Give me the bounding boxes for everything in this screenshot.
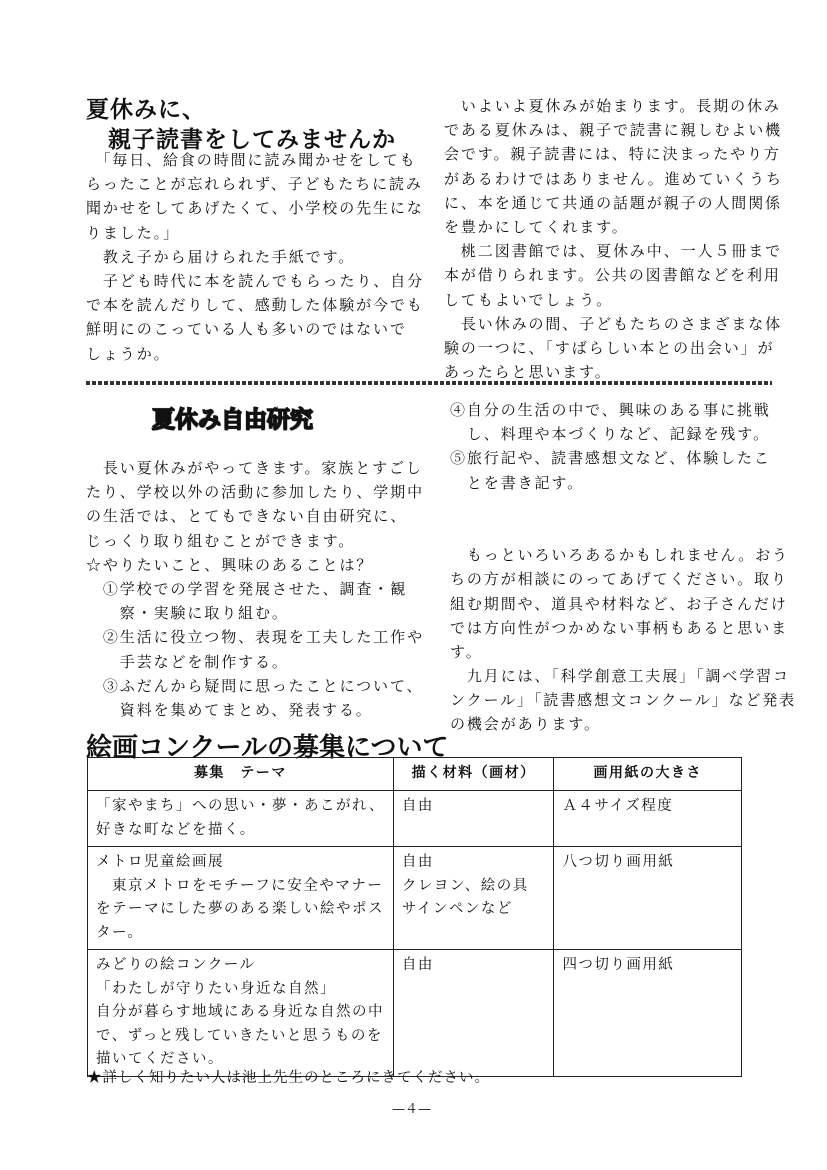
section-divider xyxy=(86,381,772,385)
text-line: りました。」 xyxy=(86,223,180,242)
cell-line: ター。 xyxy=(96,924,144,941)
page-number: —４— xyxy=(392,1102,432,1117)
text-line: ⑤旅行記や、読書感想文など、体験したこ xyxy=(450,449,771,468)
text-line: 察・実験に取り組む。 xyxy=(86,604,289,623)
cell-theme xyxy=(88,950,394,1077)
text-line: を豊かにしてくれます。 xyxy=(444,217,629,236)
cell-theme xyxy=(88,847,394,950)
cell-line: 東京メトロをモチーフに安全やマナー xyxy=(96,877,384,894)
contest-table xyxy=(87,757,742,1077)
cell-line: 好きな町などを描く。 xyxy=(96,821,256,838)
text-line: 組む期間や、道具や材料など、お子さんだけ xyxy=(450,594,788,613)
text-line: 験の一つに、「すばらしい本との出会い」が xyxy=(444,338,775,357)
text-line: いよいよ夏休みが始まります。長期の休み xyxy=(444,97,781,115)
cell-line: 「わたしが守りたい身近な自然」 xyxy=(96,980,336,997)
text-line: 本が借りられます。公共の図書館などを利用 xyxy=(444,266,781,285)
cell-line: をテーマにした夢のある楽しい絵やポス xyxy=(96,901,384,917)
cell-line: クレヨン、絵の具 xyxy=(401,877,529,894)
text-line: ①学校での学習を発展させた、調査・観 xyxy=(86,579,408,598)
table-row xyxy=(88,847,742,950)
text-line: があるわけではありません。進めていくうち xyxy=(444,169,783,188)
text-line: である夏休みは、親子で読書に親しむよい機 xyxy=(444,121,783,140)
section2-left-text xyxy=(86,456,424,722)
section1-title-line1: 夏休みに、 xyxy=(86,97,206,123)
header-size: 画用紙の大きさ xyxy=(554,758,742,791)
text-line: ③ふだんから疑問に思ったことについて、 xyxy=(86,676,424,695)
section3-title: 絵画コンクールの募集について xyxy=(86,733,449,763)
section1-right-text xyxy=(444,94,783,384)
text-line xyxy=(450,495,796,519)
text-line: 教え子から届けられた手紙です。 xyxy=(86,247,356,266)
text-line: 会です。親子読書には、特に決まったやり方 xyxy=(444,145,781,164)
text-line: しょうか。 xyxy=(86,344,171,363)
text-line: 聞かせをしてあげたくて、小学校の先生にな xyxy=(86,199,424,218)
text-line: 手芸などを制作する。 xyxy=(86,652,289,671)
cell-line: 自由 xyxy=(401,854,434,870)
cell-line: で、ずっと残していきたいと思うものを xyxy=(96,1027,383,1044)
section1-left-text xyxy=(86,148,424,366)
text-line: してもよいでしょう。 xyxy=(444,290,614,309)
text-line: 長い休みの間、子どもたちのさまざまな体 xyxy=(444,314,783,333)
text-line: 子ども時代に本を読んでもらったり、自分 xyxy=(86,271,425,290)
text-line: 鮮明にのこっている人も多いのではないで xyxy=(86,320,407,339)
text-line: あったらと思います。 xyxy=(444,363,612,382)
cell-size: 四つ切り画用紙 xyxy=(554,950,742,1077)
cell-size: 八つ切り画用紙 xyxy=(554,847,742,950)
text-line: す。 xyxy=(450,642,483,661)
footnote: ★詳しく知りたい人は池上先生のところにきてください。 xyxy=(87,1070,490,1086)
cell-theme xyxy=(88,791,394,847)
text-line: もっといろいろあるかもしれません。おう xyxy=(450,546,789,565)
text-line: 長い夏休みがやってきます。家族とすごし xyxy=(86,459,423,477)
table-row xyxy=(88,791,742,847)
text-line: らったことが忘れられず、子どもたちに読み xyxy=(86,175,423,194)
text-line: に、本を通じて共通の話題が親子の人間関係 xyxy=(444,193,783,212)
text-line: の機会があります。 xyxy=(450,715,601,734)
cell-line: 自由 xyxy=(401,798,434,814)
cell-line: メトロ児童絵画展 xyxy=(96,854,224,870)
cell-line: サインペンなど xyxy=(401,901,513,917)
text-line: ちの方が相談にのってあげてください。取り xyxy=(450,570,788,589)
cell-material xyxy=(393,791,554,847)
text-line: じっくり取り組むことができます。 xyxy=(86,531,356,550)
text-line: ④自分の生活の中で、興味のある事に挑戦 xyxy=(450,401,771,419)
text-line: し、料理や本づくりなど、記録を残す。 xyxy=(450,425,770,444)
text-line: ☆やりたいこと、興味のあることは？ xyxy=(86,555,374,574)
cell-line: 自分が暮らす地域にある身近な自然の中 xyxy=(96,1004,384,1020)
section2-title: 夏休み自由研究 xyxy=(152,407,313,433)
table-row xyxy=(88,950,742,1077)
cell-line: 描いてください。 xyxy=(96,1051,224,1067)
cell-size: Ａ４サイズ程度 xyxy=(554,791,742,847)
text-line: とを書き記す。 xyxy=(450,473,585,492)
text-line: 桃二図書館では、夏休み中、一人５冊まで xyxy=(444,242,783,261)
text-line: では方向性がつかめない事柄もあると思いま xyxy=(450,618,789,637)
text-line: 資料を集めてまとめ、発表する。 xyxy=(86,700,373,719)
section1-title-line2: 親子読書をしてみませんか xyxy=(108,127,396,153)
cell-line: 「家やまち」への思い・夢・あこがれ、 xyxy=(96,798,385,814)
text-line: ②生活に役立つ物、表現を工夫した工作や xyxy=(86,628,425,647)
text-line: ンクール」「読書感想文コンクール」など発表 xyxy=(450,691,797,710)
header-material: 描く材料（画材） xyxy=(393,758,554,791)
text-line: 九月には、「科学創意工夫展」「調べ学習コ xyxy=(450,667,790,686)
cell-material xyxy=(393,950,554,1077)
header-theme: 募集 テーマ xyxy=(88,758,394,791)
cell-line: みどりの絵コンクール xyxy=(96,957,256,973)
text-line: の生活では、とてもできない自由研究に、 xyxy=(86,507,408,526)
section2-right-text xyxy=(450,398,796,737)
cell-line: 自由 xyxy=(401,957,434,973)
cell-material xyxy=(393,847,554,950)
text-line xyxy=(450,519,796,543)
text-line: で本を読んだりして、感動した体験が今でも xyxy=(86,296,424,315)
text-line: たり、学校以外の活動に参加したり、学期中 xyxy=(86,483,425,502)
text-line: 「毎日、給食の時間に読み聞かせをしても xyxy=(86,151,417,169)
